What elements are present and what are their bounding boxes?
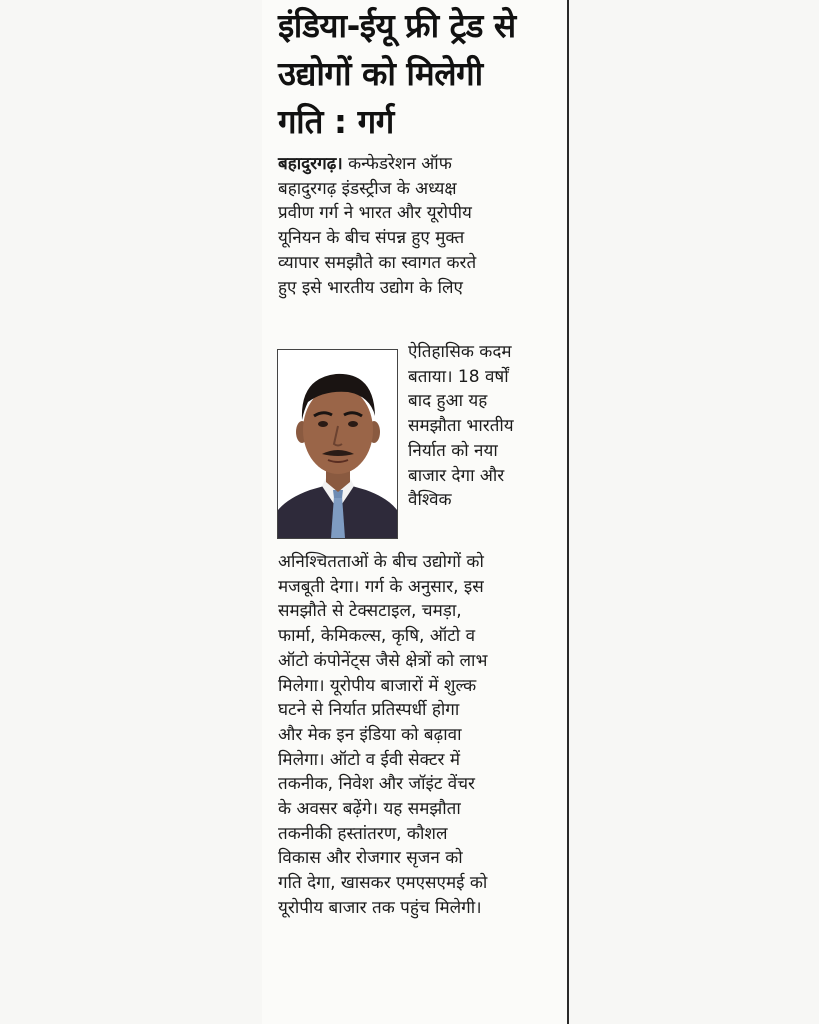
body-line: समझौता भारतीय: [408, 416, 514, 437]
article-body-top: [278, 152, 563, 300]
headline-line-3: गति : गर्ग: [278, 102, 394, 141]
portrait-photo: [277, 349, 398, 539]
body-line: के अवसर बढ़ेंगे। यह समझौता: [278, 799, 461, 820]
article-headline: [278, 2, 563, 146]
body-line: व्यापार समझौते का स्वागत करते: [278, 252, 477, 273]
headline-line-1: इंडिया-ईयू फ्री ट्रेड से: [278, 6, 516, 45]
body-line: गति देगा, खासकर एमएसएमई को: [278, 873, 488, 894]
dateline: बहादुरगढ़।: [278, 154, 343, 174]
body-line: घटने से निर्यात प्रतिस्पर्धी होगा: [278, 700, 460, 721]
body-line: हुए इसे भारतीय उद्योग के लिए: [278, 277, 463, 298]
article-body-side: [408, 340, 563, 513]
body-line: वैश्विक: [408, 490, 452, 511]
body-line: बाद हुआ यह: [408, 391, 488, 412]
body-line: फार्मा, केमिकल्स, कृषि, ऑटो व: [278, 626, 476, 647]
body-line-lead: [278, 152, 563, 177]
body-line: अनिश्चितताओं के बीच उद्योगों को: [278, 552, 484, 572]
body-line: बहादुरगढ़ इंडस्ट्रीज के अध्यक्ष: [278, 178, 457, 199]
body-line: ऐतिहासिक कदम: [408, 342, 512, 362]
body-line: तकनीकी हस्तांतरण, कौशल: [278, 823, 448, 844]
body-line: मजबूती देगा। गर्ग के अनुसार, इस: [278, 576, 484, 597]
body-line: विकास और रोजगार सृजन को: [278, 848, 463, 869]
body-line: यूरोपीय बाजार तक पहुंच मिलेगी।: [278, 897, 482, 918]
body-line: समझौते से टेक्सटाइल, चमड़ा,: [278, 601, 462, 622]
body-line: और मेक इन इंडिया को बढ़ावा: [278, 724, 462, 745]
body-line: यूनियन के बीच संपन्न हुए मुक्त: [278, 228, 465, 249]
body-line: बताया। 18 वर्षों: [408, 366, 509, 387]
body-line: प्रवीण गर्ग ने भारत और यूरोपीय: [278, 203, 472, 224]
body-line: निर्यात को नया: [408, 440, 498, 461]
body-line: तकनीक, निवेश और जॉइंट वेंचर: [278, 774, 475, 795]
lead-text: कन्फेडरेशन ऑफ: [342, 154, 452, 174]
body-line: मिलेगा। ऑटो व ईवी सेक्टर में: [278, 749, 460, 770]
portrait-photo-icon: [278, 350, 397, 538]
body-line: बाजार देगा और: [408, 465, 505, 486]
headline-line-2: उद्योगों को मिलेगी: [278, 54, 483, 93]
article-body-bottom: [278, 550, 563, 921]
body-line: ऑटो कंपोनेंट्स जैसे क्षेत्रों को लाभ: [278, 650, 488, 671]
body-line: मिलेगा। यूरोपीय बाजारों में शुल्क: [278, 675, 477, 696]
column-rule: [567, 0, 569, 1024]
